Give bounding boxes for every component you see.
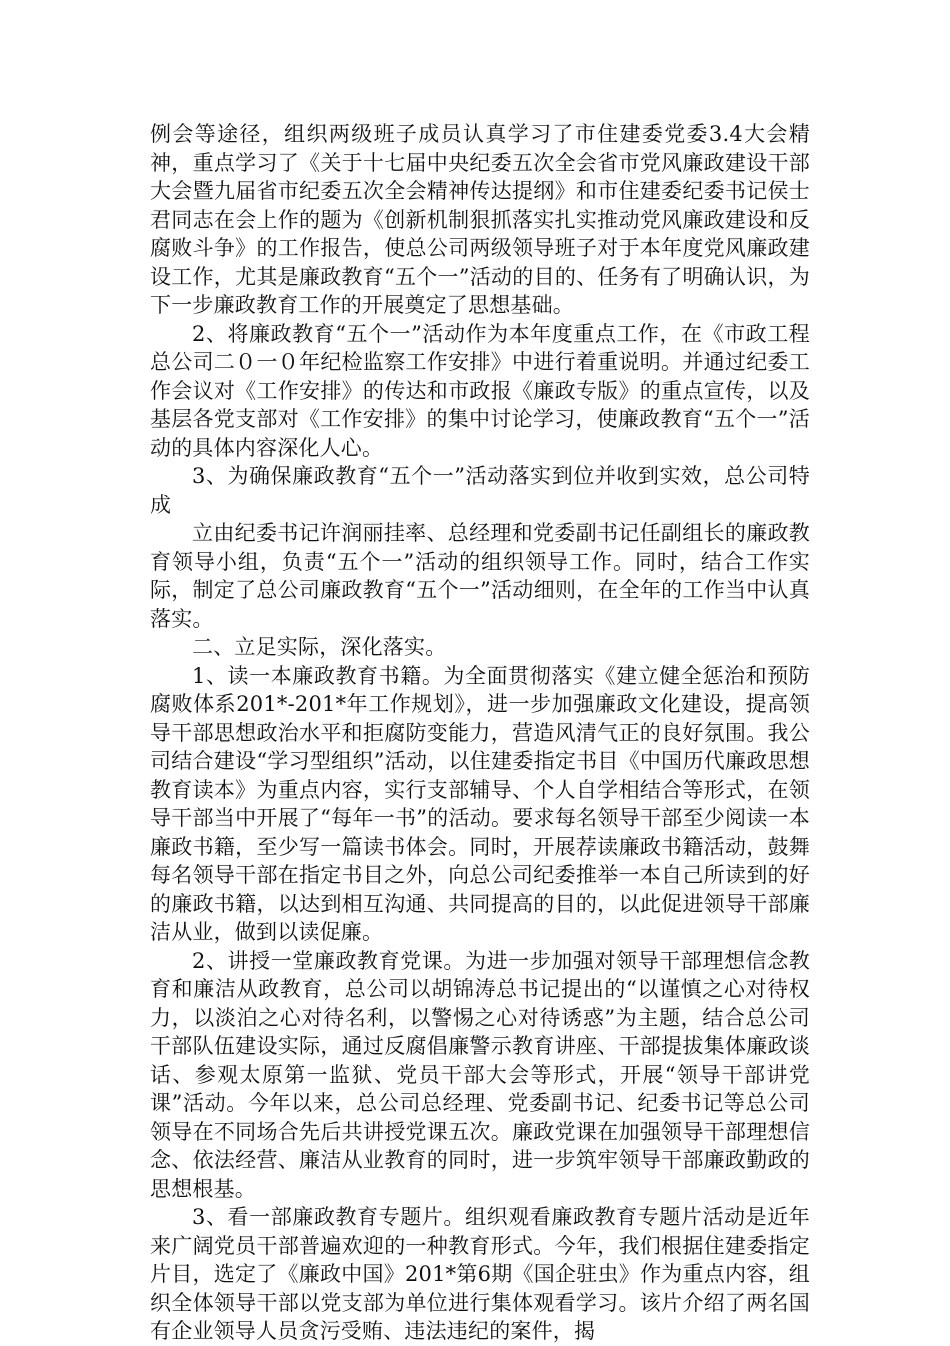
paragraph-item-2-work-plan: 2、将廉政教育“五个一”活动作为本年度重点工作，在《市政工程总公司二０一０年纪检监察工作安排》中进行着重说明。并通过纪委工作会议对《工作安排》的传达和市政报《廉政专版》的重点宣传，以及基层各党支部对《工作安排》的集中讨论学习，使廉政教育“五个一”活动的具体内容深化人心。 xyxy=(150,321,810,460)
paragraph-item-1-read-book: 1、读一本廉政教育书籍。为全面贯彻落实《建立健全惩治和预防腐败体系201*-201*年工作规划》，进一步加强廉政文化建设，提高领导干部思想政治水平和拒腐防变能力，营造风清气正的良好氛围。我公司结合建设“学习型组织”活动，以住建委指定书目《中国历代廉政思想教育读本》为重点内容，实行支部辅导、个人自学相结合等形式，在领导干部当中开展了“每年一书”的活动。要求每名领导干部至少阅读一本廉政书籍，至少写一篇读书体会。同时，开展荐读廉政书籍活动，鼓舞每名领导干部在指定书目之外，向总公司纪委推举一本自己所读到的好的廉政书籍，以达到相互沟通、共同提高的目的，以此促进领导干部廉洁从业，做到以读促廉。 xyxy=(150,663,810,944)
paragraph-leadership-group-continued: 立由纪委书记许润丽挂率、总经理和党委副书记任副组长的廉政教育领导小组，负责“五个一”活动的组织领导工作。同时，结合工作实际，制定了总公司廉政教育“五个一”活动细则，在全年的工作当中认真落实。 xyxy=(150,521,810,631)
document-body xyxy=(150,120,810,1346)
paragraph-item-3-watch-film: 3、看一部廉政教育专题片。组织观看廉政教育专题片活动是近年来广阔党员干部普遍欢迎的一种教育形式。今年，我们根据住建委指定片目，选定了《廉政中国》201*第6期《国企驻虫》作为重点内容，组织全体领导干部以党支部为单位进行集体观看学习。该片介绍了两名国有企业领导人员贪污受贿、违法违纪的案件，揭 xyxy=(150,1205,810,1343)
paragraph-continued-intro: 例会等途径，组织两级班子成员认真学习了市住建委党委3.4大会精神，重点学习了《关于十七届中央纪委五次全会省市党风廉政建设干部大会暨九届省市纪委五次全会精神传达提纲》和市住建委纪委书记侯士君同志在会上作的题为《创新机制狠抓落实扎实推动党风廉政建设和反腐败斗争》的工作报告，使总公司两级领导班子对于本年度党风廉政建设工作，尤其是廉政教育“五个一”活动的目的、任务有了明确认识，为下一步廉政教育工作的开展奠定了思想基础。 xyxy=(150,122,810,317)
paragraph-item-2-party-lecture: 2、讲授一堂廉政教育党课。为进一步加强对领导干部理想信念教育和廉洁从政教育，总公司以胡锦涛总书记提出的“以谨慎之心对待权力，以淡泊之心对待名利，以警惕之心对待诱惑”为主题，结合总公司干部队伍建设实际，通过反腐倡廉警示教育讲座、干部提拔集体廉政谈话、参观太原第一监狱、党员干部大会等形式，开展“领导干部讲党课”活动。今年以来，总公司总经理、党委副书记、纪委书记等总公司领导在不同场合先后共讲授党课五次。廉政党课在加强领导干部理想信念、依法经营、廉洁从业教育的同时，进一步筑牢领导干部廉政勤政的思想根基。 xyxy=(150,948,810,1201)
section-heading-2: 二、立足实际，深化落实。 xyxy=(192,635,447,659)
paragraph-item-3-leadership-group: 3、为确保廉政教育“五个一”活动落实到位并收到实效，总公司特成 xyxy=(150,464,810,517)
